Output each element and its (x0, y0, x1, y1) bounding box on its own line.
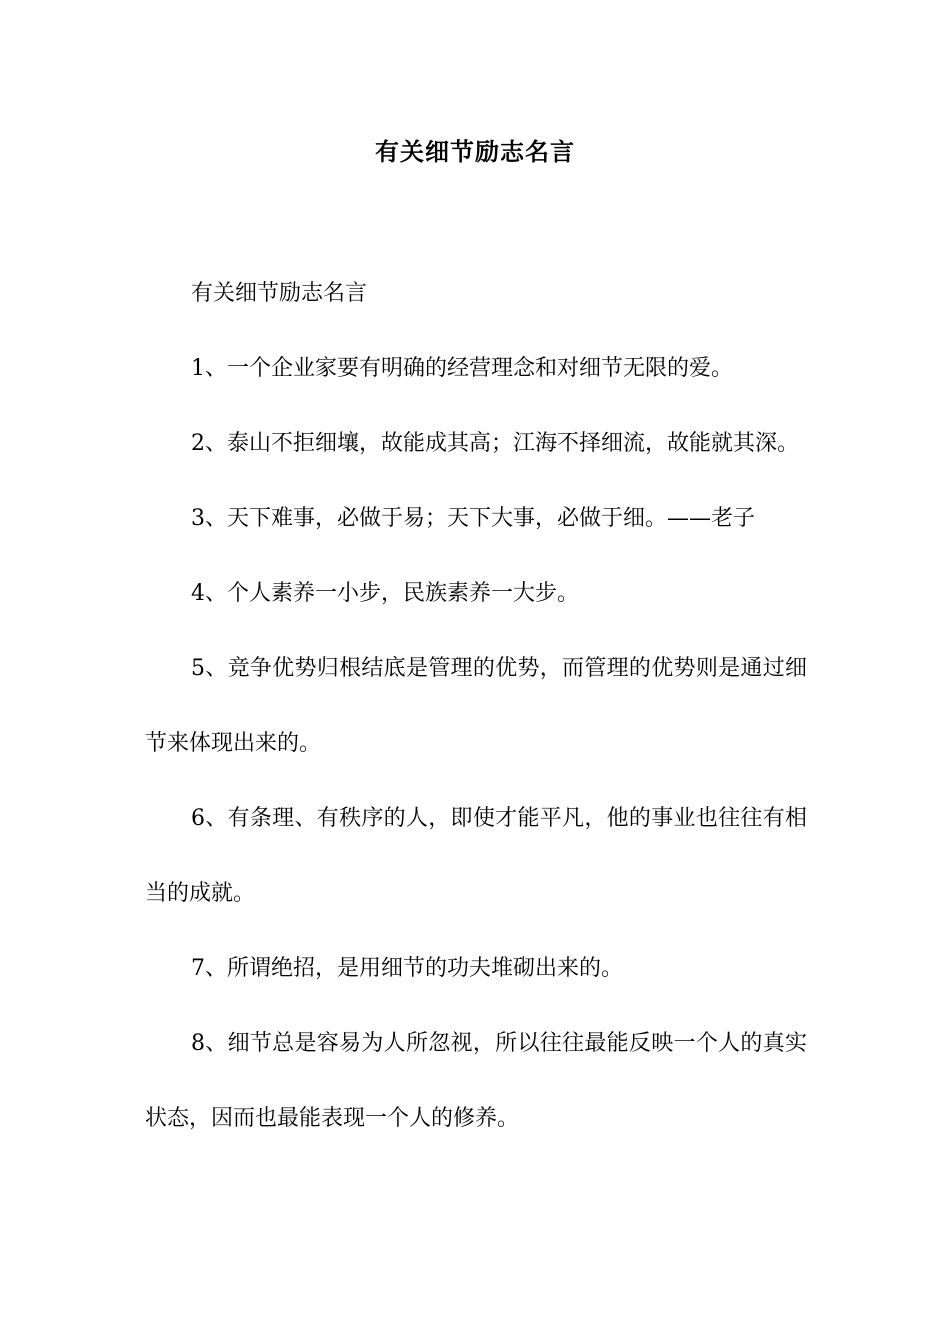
paragraph-heading: 有关细节励志名言 (191, 281, 368, 306)
quote-6: 6、有条理、有秩序的人，即使才能平凡，他的事业也往往有相当的成就。 (145, 806, 807, 906)
document-body (145, 256, 807, 1156)
quote-1: 1、一个企业家要有明确的经营理念和对细节无限的爱。 (191, 356, 733, 381)
quote-5: 5、竞争优势归根结底是管理的优势，而管理的优势则是通过细节来体现出来的。 (145, 656, 807, 756)
quote-7: 7、所谓绝招，是用细节的功夫堆砌出来的。 (191, 956, 623, 981)
quote-4: 4、个人素养一小步，民族素养一大步。 (191, 581, 579, 606)
quote-8: 8、细节总是容易为人所忽视，所以往往最能反映一个人的真实状态，因而也最能表现一个人的修养。 (145, 1031, 807, 1131)
quote-3: 3、天下难事，必做于易；天下大事，必做于细。——老子 (191, 506, 755, 531)
quote-2: 2、泰山不拒细壤，故能成其高；江海不择细流，故能就其深。 (191, 431, 799, 456)
document-title: 有关细节励志名言 (375, 137, 575, 166)
